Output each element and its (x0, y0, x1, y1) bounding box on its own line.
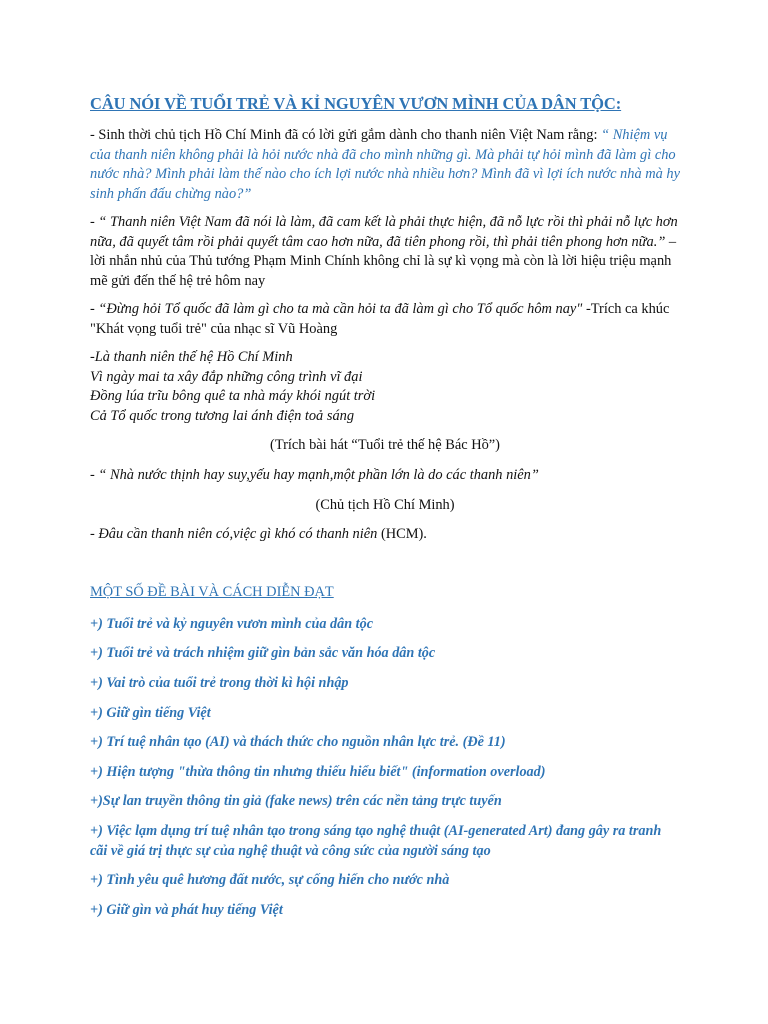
slogan-quote: - Đâu cần thanh niên có,việc gì khó có thanh niên (90, 526, 378, 542)
topic-item: +) Tình yêu quê hương đất nước, sự cống hiến cho nước nhà (90, 872, 450, 888)
poem-line: -Là thanh niên thế hệ Hồ Chí Minh (90, 349, 293, 365)
slogan-source: (HCM). (377, 526, 427, 542)
topic-item: +) Giữ gìn tiếng Việt (90, 705, 211, 721)
poem-line: Vì ngày mai ta xây đắp những công trình vĩ đại (90, 368, 363, 385)
document-title: CÂU NÓI VỀ TUỔI TRẺ VÀ KỈ NGUYÊN VƯƠN MÌNH CỦA DÂN TỘC: (90, 94, 622, 113)
paragraph-hcm-message (90, 126, 680, 204)
paragraph-hcm-slogan (90, 525, 680, 545)
song-quote-source: -Trích ca khúc "Khát vọng tuổi trẻ" của nhạc sĩ Vũ Hoàng (90, 301, 670, 337)
poem-line: Cả Tổ quốc trong tương lai ánh điện toả sáng (90, 407, 355, 424)
hcm-quote: “ Nhiệm vụ của thanh niên không phải là hỏi nước nhà đã cho mình những gì. Mà phải tự hỏi mình đã làm gì cho nước nhà? Mình phải làm thế nào cho ích lợi nước nhà nhiều hơn? Mình đã vì lợi ích nước nhà mà hy sinh phấn đấu chừng nào?” (90, 127, 681, 202)
poem-block (90, 348, 680, 426)
paragraph-youth-quote: - “ Nhà nước thịnh hay suy,yếu hay mạnh,một phần lớn là do các thanh niên” (90, 467, 539, 483)
youth-quote-source: (Chủ tịch Hồ Chí Minh) (315, 497, 455, 513)
pm-quote-comment: – lời nhắn nhủ của Thủ tướng Phạm Minh Chính không chỉ là sự kì vọng mà còn là lời hiệu triệu mạnh mẽ gửi đến thế hệ trẻ hôm nay (90, 233, 677, 289)
paragraph-pm-message (90, 213, 680, 291)
paragraph-lead-text: - Sinh thời chủ tịch Hồ Chí Minh đã có lời gửi gắm dành cho thanh niên Việt Nam rằng: (90, 127, 602, 143)
section-title: MỘT SỐ ĐỀ BÀI VÀ CÁCH DIỄN ĐẠT (90, 584, 334, 600)
topic-item: +) Vai trò của tuổi trẻ trong thời kì hội nhập (90, 675, 349, 691)
pm-quote: - “ Thanh niên Việt Nam đã nói là làm, đã cam kết là phải thực hiện, đã nỗ lực rồi thì phải nỗ lực hơn nữa, đã quyết tâm rồi phải quyết tâm cao hơn nữa, đã tiên phong rồi, thì phải tiên phong hơn nữa.” (90, 214, 678, 250)
topic-item: +) Tuổi trẻ và kỷ nguyên vươn mình của dân tộc (90, 616, 373, 632)
topic-item: +)Sự lan truyền thông tin giả (fake news) trên các nền tảng trực tuyến (90, 793, 502, 809)
poem-line: Đồng lúa trĩu bông quê ta nhà máy khói ngút trời (90, 388, 376, 404)
paragraph-song-quote (90, 300, 680, 339)
song-quote: - “Đừng hỏi Tổ quốc đã làm gì cho ta mà cần hỏi ta đã làm gì cho Tổ quốc hôm nay" (90, 301, 583, 317)
poem-source: (Trích bài hát “Tuổi trẻ thế hệ Bác Hồ”) (270, 437, 500, 453)
topic-item: +) Giữ gìn và phát huy tiếng Việt (90, 902, 283, 918)
topic-item: +) Việc lạm dụng trí tuệ nhân tạo trong sáng tạo nghệ thuật (AI-generated Art) đang gây ra tranh cãi về giá trị thực sự của nghệ thuật và công sức của người sáng tạo (90, 823, 662, 859)
topic-item: +) Trí tuệ nhân tạo (AI) và thách thức cho nguồn nhân lực trẻ. (Đề 11) (90, 734, 506, 750)
topic-item: +) Hiện tượng "thừa thông tin nhưng thiếu hiểu biết" (information overload) (90, 764, 546, 780)
topic-item: +) Tuổi trẻ và trách nhiệm giữ gìn bản sắc văn hóa dân tộc (90, 645, 436, 661)
